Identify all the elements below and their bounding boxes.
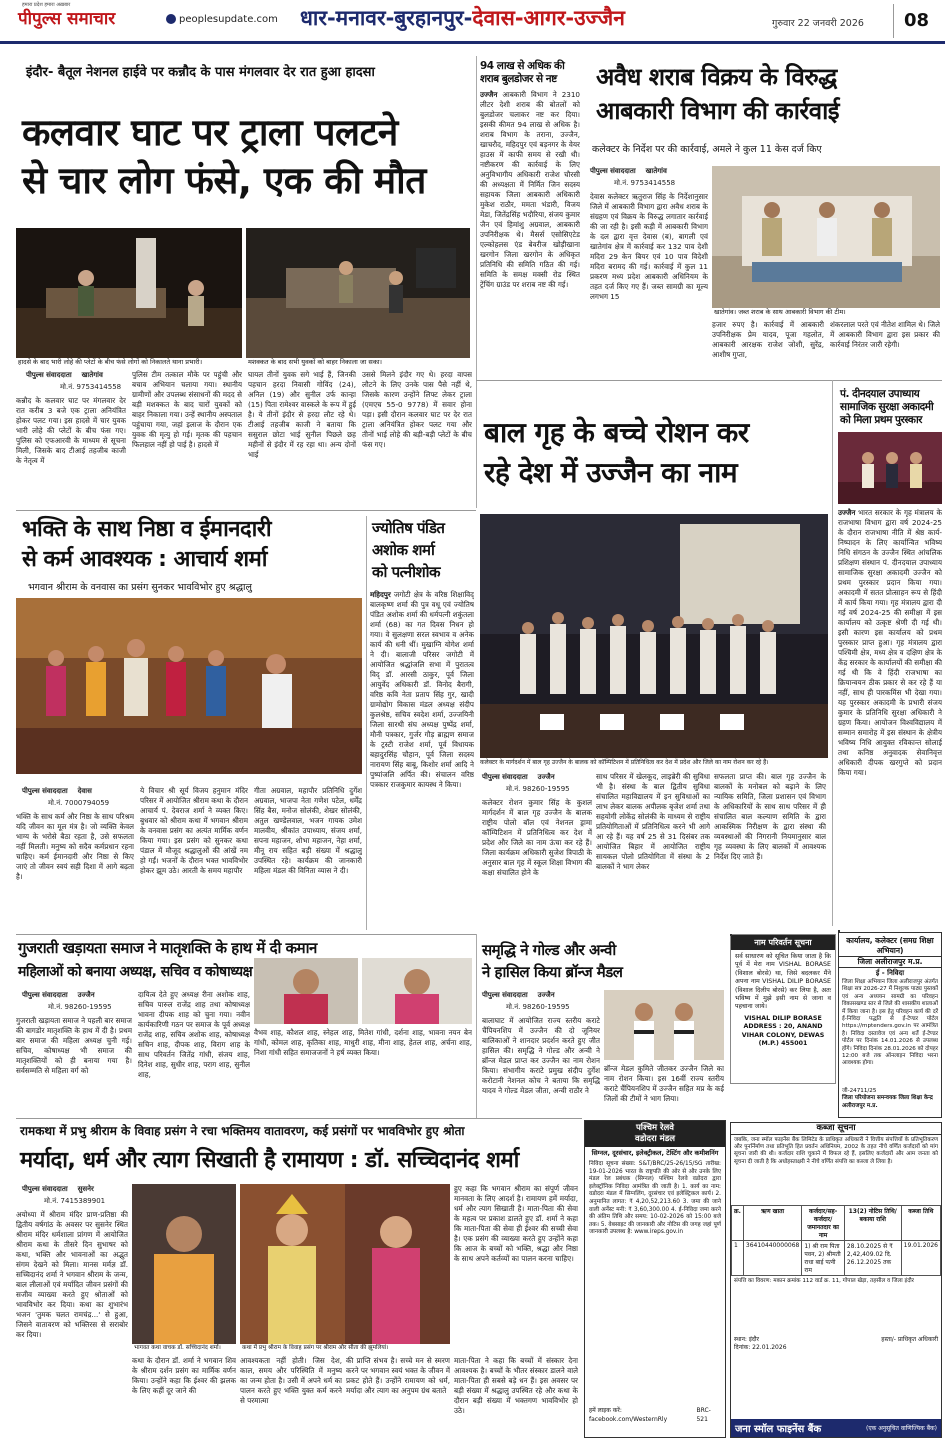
issue-date: गुरुवार 22 जनवरी 2026 <box>772 18 864 29</box>
story4-col-2: साथ परिसर में खेलकूद, लाइब्रेरी की सुविधा भी है। संस्था के बाल द्वितीय सुविधा संचालित महाविद्यालय में इन सुविधाओं का लाभ लेकर बालक अपीलक बृजेश शर्मा तथा सहयोगी लोकेंद्र सोलंकी के माध्यम से राष्ट्रीय प्रतियोगिताओं में प्रतिनिधित्व करने भी आगे आ रहे हैं। यह वर्ष 25 से 31 दिसंबर तक आयोजित बिहार में आयोजित राष्ट्रीय सायकल पोलो प्रतियोगिता में संस्था के 2 बालकों ने भाग लेकर <box>596 772 710 871</box>
story3-mobile: मो.नं. 9753414558 <box>614 179 676 187</box>
story1-kicker: इंदौर- बैतूल नेशनल हाईवे पर कन्नौद के पास मंगलवार देर रात हुआ हादसा <box>26 65 375 80</box>
page-number: 08 <box>893 4 939 38</box>
story7-body: महिदपुर जगोटी क्षेत्र के वरिष्ठ शिक्षाविद् बालकृष्ण शर्मा की पुत्र वधू एवं ज्योतिष पंडित अशोक शर्मा की धर्मपत्नी शकुंतला शर्मा (68) का गत दिवस निधन हो गया। वे सुलक्षणा सरल स्वभाव व अनेक कार्य की धनी थीं। मुखाग्नि योगेश शर्मा ने दी। बालाजी परिसर जगोटी में आयोजित श्रद्धांजलि सभा में पुरातत्व विद् डॉ. आरसी ठाकुर, पूर्व जिला आयुर्वेद अधिकारी डॉ. विनोद बैरागी, वरिष्ठ कवि नेता प्रताप सिंह गुर, खादी ग्रामोद्योग विकास मंडल अध्यक्ष संदीप कुलश्रेष्ठ, सचिव स्वदेश शर्मा, उज्जयिनी जिला सारथी संघ अध्यक्ष पुष्पेंद्र शर्मा, मौनी पत्रकार, गुर्जर गौड़ ब्राह्मण समाज के ट्रस्टी राजेश शर्मा, पूर्व विधायक बहादुरसिंह चौहान, पूर्व जिला सदस्य नारायण सिंह बाबू, किशोर शर्मा आदि ने पुष्पांजलि अर्पित की। संचालन वरिष्ठ पत्रकार राजकुमार कायस्थ ने किया। <box>370 590 474 789</box>
globe-icon <box>166 14 176 24</box>
railway-title-1: पश्चिम रेलवे <box>585 1121 725 1134</box>
name-change-notice <box>730 934 836 1084</box>
story6-mobile: मो.नं. 7000794059 <box>48 799 110 807</box>
story3-byline: पीपुल्स संवाददाता खातेगांव <box>590 167 667 175</box>
story1-caption-1: हादसे के बाद भारी लोहे की प्लेटों के बीच फंसे लोगों को निकालते थाना प्रभारी। <box>16 358 242 367</box>
story10-col-4: की प्राप्ति संभव है। सच्चे मन से स्मरण करने पर भगवान स्वयं भक्त के जीवन में प्रकट होते हैं। उन्होंने रामायण को धर्म, मर्यादा और त्याग का अनुपम ग्रंथ बताते <box>346 1356 450 1395</box>
possession-header: 13(2) नोटिस तिथि/ बकाया राशि <box>844 1206 901 1241</box>
story9-col-1: बालाघाट में आयोजित राज्य स्तरीय कराटे चैंपियनशिप में उज्जैन की दो जूनियर बालिकाओं ने शानदार प्रदर्शन करते हुए जीत हासिल की। समृद्धि ने गोल्ड और अन्वी ने ब्रॉन्ज मेडल प्राप्त कर उज्जैन का नाम रोशन किया। संभागीय कराटे प्रमुख संदीप दुर्गेश करोटानी नेशनल कोच ने बताया कि समृद्धि यादव ने गोल्ड मेडल जीता, अन्वी राठौर ने <box>482 1016 600 1095</box>
story9-headline-1: समृद्धि ने गोल्ड और अन्वी <box>482 941 616 959</box>
story9-col-2: ब्रॉन्ज मेडल कुमिते जीतकर उज्जैन जिले का नाम रोशन किया। इस 16वीं राज्य स्तरीय कराटे चैंपियनशिप में उज्जैन सहित मप्र के कई जिलों की टीमों ने भाग लिया। <box>604 1064 724 1103</box>
railway-subtitle: सिग्नल, दूरसंचार, इलेक्ट्रीकल, टेस्टिंग और कमीशनिंग <box>591 1149 719 1157</box>
story10-col-6: माता-पिता ने कहा कि बच्चों में संस्कार देना आवश्यक है। बच्चों के भीतर संस्कार डालने वाले माता-पिता ही सबसे बड़े धन हैं। इस अवसर पर बड़ी संख्या में श्रद्धालु उपस्थित रहे और कथा के दौरान बड़ी संख्या में भक्तगण भावविभोर हो उठे। <box>454 1356 578 1415</box>
railway-facebook-link[interactable]: हमें लाइक करें: facebook.com/WesternRly <box>589 1407 668 1423</box>
etender-signature: जिला परियोजना समन्वयक जिला शिक्षा केन्द्र अलीराजपुर म.प्र. <box>842 1095 933 1109</box>
story6-col-2: ये विचार श्री सूर्य विजय हनुमान मंदिर परिसर में आयोजित श्रीराम कथा के दौरान आचार्य पं. देवराज शर्मा ने व्यक्त किए। बुधवार को श्रीराम कथा में भगवान श्रीराम के वनवास प्रसंग का अत्यंत मार्मिक वर्णन किया गया। इस प्रसंग को सुनकर कथा पंडाल में मौजूद श्रद्धालुओं की आंखें नम हो गईं। भजनों के दौरान भक्त भावविभोर होकर झूम उठे। आरती के समय महापौर <box>140 786 248 875</box>
story1-caption-2: मशक्कत के बाद सभी युवकों को बाहर निकाला जा सका। <box>246 358 470 367</box>
story1-headline-1: कलवार घाट पर ट्राला पलटने <box>22 111 398 154</box>
etender-title-2: जिला अलीराजपुर म.प्र. <box>839 957 941 968</box>
story4-caption: कलेक्टर के मार्गदर्शन में बाल गृह उज्जैन के बालक को कॉम्पिटिशन में प्रतिनिधित्व कर देश में प्रदेश और जिले का नाम रोशन कर रहे हैं। <box>478 758 832 767</box>
name-change-address: VISHAL DILIP BORASE ADDRESS : 20, ANAND VIHAR COLONY, DEWAS (M.P.) 455001 <box>741 1014 825 1048</box>
etender-body: जिला शिक्षा अभियान जिला अलीराजपुर अंतर्गत शिक्षा सत्र 2026-27 में निशुल्क पाठ्य पुस्तकों एवं अन्य अध्ययन सामग्री का परिवहन विकासखण्ड स्तर से जिले की शासकीय शालाओं में किया जाना है। इस हेतु परिवहन कार्य की दरें ई-निविदा पद्धति से ई-टेण्डर पोर्टल https://mptenders.gov.in पर आमंत्रित है। निविदा दस्तावेज एवं अन्य शर्ते ई-टेण्डर पोर्टल पर दिनांक 14.01.2026 से उपलब्ध होंगे। निविदा दिनांक 28.01.2026 को दोपहर 12:00 बजे तक ऑनलाइन निविदा भरना आवश्यक होगा। <box>842 979 939 1067</box>
story4-mobile: मो.नं. 98260-19595 <box>506 785 570 793</box>
story3-col-2: हजार रुपए है। कार्रवाई में आबकारी उपनिरीक्षक प्रेम यादव, पूजा गहलोत, आबकारी आरक्षक राजेश जोशी, सुरेंद्र, आशीष गुप्ता, <box>712 320 824 359</box>
story10-col-3: आवश्यकता नहीं होती। जिस देश, काल, समय और परिस्थिति में मनुष्य का जन्म होता है। उसी में अपने धर्म का पालन करते हुए भक्ति युक्त कर्म करने से परमात्मा <box>240 1356 342 1405</box>
story1-col-3: घायल तीनों युवक सगे भाई हैं, जिनकी पहचान हरदा निवासी गोविंद (24), अनिल (19) और सुनील उर्फ कान्हा (15) पिता रामेश्वर वास्कले के रूप में हुई है। ये तीनों इंदौर से हरदा लौट रहे थे। टीआई तहजीब काजी ने बताया कि ससुराल छोटा भाई सुनील पिछले छह महीनों से इंदौर में रह रहा था। अन्य दोनों भाई <box>248 370 356 459</box>
story8-mobile: मो.नं. 98260-19595 <box>48 1003 112 1011</box>
story1-col-4: उससे मिलने इंदौर गए थे। हरदा वापस लौटने के लिए उनके पास पैसे नहीं थे, जिसके कारण उन्होंने लिफ्ट लेकर ट्राला (एमएच 55-0 9778) में सवार होना पड़ा। इसी दौरान कलवार घाट पर देर रात ट्राला अनियंत्रित होकर पलट गया और तीनों भाई लोहे की बड़ी-बड़ी प्लेटों के बीच फंस गए। <box>362 370 472 449</box>
possession-notice <box>730 1122 942 1438</box>
ram-katha-photo <box>16 598 362 774</box>
story10-col-2: कथा के दौरान डॉ. शर्मा ने भगवान शिव के श्रीराम दर्शन प्रसंग का मार्मिक वर्णन किया। उन्होंने कहा कि ईश्वर की झलक के लिए कहीं दूर जाने की <box>132 1356 236 1395</box>
railway-body: निविदा सूचना संख्या: S&T/BRC/25-26/15/SG तारीख: 19-01-2026 भारत के राष्ट्रपति की ओर से और उनके लिए मंडल रेल प्रबंधक (सिग्नल) पश्चिम रेलवे वडोदरा द्वारा इलेक्ट्रॉनिक निविदा आमंत्रित की जाती है। 1. कार्य का नाम: वडोदरा मंडल में सिग्नलिंग, दूरसंचार एवं इलेक्ट्रिकल कार्य। 2. अनुमानित लागत: ₹ 4,20,52,213.60 3. जमा की जाने वाली अर्नेस्ट मनी: ₹ 3,60,300.00 4. ई-निविदा जमा करने की अंतिम तिथि और समय: 10-02-2026 को 15:00 बजे तक। 5. वेबसाइट की जानकारी और नोटिस की जगह जहां पूर्ण जानकारी उपलब्ध है: www.ireps.gov.in <box>589 1161 721 1236</box>
story10-headline: मर्यादा, धर्म और त्याग सिखाती है रामायण : डॉ. सच्चिदानंद शर्मा <box>20 1148 519 1173</box>
story6-headline-1: भक्ति के साथ निष्ठा व ईमानदारी <box>22 517 272 542</box>
award-ceremony-photo <box>838 432 942 504</box>
story8-col-2: दायित्व देते हुए अध्यक्ष रीना अशोक शाह, सचिव पारुल राजेंद्र शाह तथा कोषाध्यक्ष भावना दीपक शाह को चुना गया। नवीन कार्यकारिणी गठन पर समाज के पूर्व अध्यक्ष राजेंद्र शाह, सचिव अशोक शाह, कोषाध्यक्ष सचिन शाह, दीपक शाह, विराग शाह के साथ परिवर्तन जितेंद्र गांधी, संजय शाह, दिनेश शाह, सुधीर शाह, पराग शाह, सुनील शाह, <box>138 990 250 1079</box>
table-row: 1 36410440000068 1) श्री राम पिता पवन, 2) श्रीमती राधा बाई पत्नी राम 28.10.2025 से ₹ 2,42,409.02 दि. 26.12.2025 तक 19.01.2026 <box>732 1241 941 1276</box>
story6-subhead: भगवान श्रीराम के वनवास का प्रसंग सुनकर भावविभोर हुए श्रद्धालु <box>28 582 252 593</box>
excise-team-photo <box>712 166 940 308</box>
member-photo-1 <box>254 958 358 1024</box>
bank-subtitle: (एक अनुसूचित वाणिज्यिक बैंक) <box>866 1425 937 1432</box>
railway-title-2: वडोदरा मंडल <box>585 1134 725 1147</box>
story6-headline-2: से कर्म आवश्यक : आचार्य शर्मा <box>22 547 267 572</box>
story6-col-1: भक्ति के साथ कर्म और निष्ठा के साथ परिश्रम यदि जीवन का मूल मंत्र है। जो व्यक्ति केवल भाग्य के भरोसे बैठा रहता है, उसे सफलता नहीं मिलती। मनुष्य को सदैव कर्मप्रधान रहना चाहिए। कर्म ईमानदारी और निष्ठा से किए जाएं तो जीवन स्वयं सही दिशा में आगे बढ़ता है। <box>16 812 134 881</box>
story8-col-1: गुजराती खड़ायता समाज ने पहली बार समाज की बागडोर मातृशक्ति के हाथ में दी है। प्रथम बार समाज की महिला अध्यक्ष चुनी गई। सचिव, कोषाध्यक्ष भी समाज की मातृशक्तियों को ही बनाया गया है। सर्वसम्मति से महिला वर्ग को <box>16 1016 132 1075</box>
story4-col-1: कलेक्टर रोशन कुमार सिंह के कुशल मार्गदर्शन में बाल गृह उज्जैन के बालक राष्ट्रीय पोलो बॉल एवं नेशनल ड्रामा कॉम्पिटिशन में प्रतिनिधित्व कर देश में प्रदेश और जिले का नाम ऊंचा कर रहे हैं। जिला कार्यक्रम अधिकारी सुजेश त्रिपाठी के अनुसार बाल गृह में स्कूल शिक्षा विभाग की कक्षा संचालित होने के <box>482 798 592 877</box>
etender-ref: जी-24711/25 <box>842 1088 877 1094</box>
possession-header: क्र. <box>732 1206 744 1241</box>
story2-headline-1: 94 लाख से अधिक की <box>480 60 565 72</box>
story3-col-3: शंकरलाल परते एवं नीतेश शामिल थे। जिले में आबकारी विभाग द्वारा इस प्रकार की कार्रवाई निरंतर जारी रहेगी। <box>830 320 940 349</box>
story3-caption: खातेगांव। जब्त शराब के साथ आबकारी विभाग की टीम। <box>712 308 940 317</box>
possession-place: स्थान: इंदौर <box>734 1336 760 1343</box>
member-photo-2 <box>362 958 472 1024</box>
story9-byline: पीपुल्स संवाददाता उज्जैन <box>482 991 555 999</box>
story4-headline-1: बाल गृह के बच्चे रोशन कर <box>484 416 749 449</box>
story5-body: उज्जैन भारत सरकार के गृह मंत्रालय के राजभाषा विभाग द्वारा वर्ष 2024-25 के दौरान राजभाषा नीति में श्रेष्ठ कार्य-निष्पादन के लिए कार्यान्वित भविष्य निधि संगठन के उज्जैन स्थित आंचलिक प्रशिक्षण संस्थान पं. दीनदयाल उपाध्याय सामाजिक सुरक्षा अकादमी उज्जैन को प्रथम पुरस्कार प्रदान किया गया। अकादमी में सतत प्रोत्साहन रूप से हिंदी में कार्य किया गया। गृह मंत्रालय द्वारा दी गई वर्ष 2024-25 की समीक्षा में इस कार्यालय को उत्कृष्ट श्रेणी दी गई थी। इसी कारण इस कार्यालय को प्रथम पुरस्कार प्राप्त हुआ। गृह मंत्रालय द्वारा पश्चिमी क्षेत्र, मध्य क्षेत्र व दक्षिण क्षेत्र के केंद्र सरकार के कार्यालयों की समीक्षा की गई थी कि वे हिंदी राजभाषा का क्रियान्वयन ठीक प्रकार से कर रहे हैं या नहीं, साथ ही पारकमिंस भी देखा गया। यह पुरस्कार अकादमी के प्रभारी संजय कुमार के प्रतिनिधि सुरक्षा अधिकारी ने ग्रहण किया। आयोजन विश्वविद्यालय में सम्मान समारोह में इस संस्थान के क्षेत्रीय भविष्य निधि आयुक्त रविकान्त सोलाई तथा कनिष्ठ अनुवादक सेवानिवृत्त अधिकारी दीपक खरगुप्ते को प्रदान किया गया। <box>838 508 942 777</box>
possession-date: दिनांक: 22.01.2026 <box>734 1344 787 1351</box>
story10-caption-1: भागवत कथा वाचक डॉ. सच्चिदानंद शर्मा। <box>132 1344 236 1353</box>
etender-title-1: कार्यालय, कलेक्टर (समग्र शिक्षा अभियान) <box>839 933 941 957</box>
story4-byline: पीपुल्स संवाददाता उज्जैन <box>482 773 555 781</box>
story3-col-1: देवास कलेक्टर ऋतुराज सिंह के निर्देशानुसार जिले में आबकारी विभाग द्वारा अवैध शराब के संग्रहण एवं विक्रय के विरुद्ध लगातार कार्रवाई की जा रही है। इसी कड़ी में आबकारी विभाग के दल द्वारा वृत्त देवास (ब), बागली एवं खातेगांव क्षेत्र में कार्रवाई कर 132 पाव देशी मदिरा 29 केन बियर एवं 10 पाव विदेशी मदिरा बरामद की गई। कार्रवाई में कुल 11 प्रकरण मध्य प्रदेश आबकारी अधिनियम के तहत दर्ज किए गए हैं। जब्त सामग्री का मूल्य लगभग 15 <box>590 192 708 301</box>
bank-name: जना स्मॉल फाइनेंस बैंक <box>735 1424 822 1435</box>
story5-headline-1: पं. दीनदयाल उपाध्याय <box>840 388 920 400</box>
story7-headline-2: अशोक शर्मा <box>372 541 435 559</box>
story5-headline-2: सामाजिक सुरक्षा अकादमी <box>840 401 934 413</box>
karate-girls-photo <box>604 990 724 1060</box>
story7-headline-1: ज्योतिष पंडित <box>372 519 445 537</box>
story8-headline-1: गुजराती खड़ायता समाज ने मातृशक्ति के हाथ में दी कमान <box>18 939 317 957</box>
story4-col-3: सफलता प्राप्त की। बाल गृह उज्जैन के बालकों के मनोबल को बढ़ाने के लिए न्यायिक समिति, जिला प्रशासन एवं विभाग के अधिकारियों के साथ साथ परिसर में ही संचालित बाल कल्याण समिति के द्वारा आकस्मिक निरीक्षण के द्वारा संस्था की व्यवस्थाओं की निगरानी नियमानुसार बाल गृह व्यवस्था के लिए बालकों में आवश्यक निर्देश दिए जाते हैं। <box>714 772 826 861</box>
ram-sita-photo <box>240 1184 450 1344</box>
story10-byline: पीपुल्स संवाददाता सुसनेर <box>22 1185 94 1193</box>
story9-headline-2: ने हासिल किया ब्रॉन्ज मैडल <box>482 963 623 981</box>
story6-byline: पीपुल्स संवाददाता देवास <box>22 787 92 795</box>
story9-mobile: मो.नं. 98260-19595 <box>506 1003 570 1011</box>
alirajpur-etender-notice <box>838 932 942 1118</box>
story10-caption-2: कथा में प्रभु श्रीराम के विवाह प्रसंग पर श्रीराम और सीता की झूमलियां। <box>240 1344 450 1353</box>
story3-subhead: कलेक्टर के निर्देश पर की कार्रवाई, अमले ने कुल 11 केस दर्ज किए <box>592 144 822 155</box>
bank-footer <box>731 1419 941 1437</box>
story8-byline: पीपुल्स संवाददाता उज्जैन <box>22 991 95 999</box>
story6-col-3: गीता अग्रवाल, महापौर प्रतिनिधि दुर्गेश अग्रवाल, भाजपा नेता गणेश पटेल, धर्मेंद्र सिंह बैस, मनोज सोलंकी, शेखर सोलंकी, अतुल खण्डेलवाल, भजन गायक उमेश मालवीय, श्रीकांत उपाध्याय, संजय शर्मा, सपना महाजन, शोभा महाजन, नेहा शर्मा, मीनू राय सहित बड़ी संख्या में श्रद्धालु उपस्थित रहे। कार्यक्रम की जानकारी महिला मंडल की विनिता व्यास ने दी। <box>254 786 362 875</box>
newspaper-logo: पीपुल्स समाचार <box>18 9 116 29</box>
name-change-body: सर्व साधारण को सूचित किया जाता है कि पूर्व में मेरा नाम VISHAL BORASE (विशाल बोरसे) था, जिसे बदलकर मैंने अपना नाम VISHAL DILIP BORASE (विशाल दिलीप बोरसे) कर लिया है, अतः भविष्य में मुझे इसी नाम से जाना व पहचाना जाये। <box>735 953 831 1011</box>
story1-headline-2: से चार लोग फंसे, एक की मौत <box>22 159 426 202</box>
story2-headline-2: शराब बुलडोजर से नष्ट <box>480 73 557 85</box>
possession-header: कर्जदार/सह-कर्जदार/ जमानतदार का नाम <box>802 1206 845 1241</box>
accident-photo-2 <box>246 228 470 358</box>
story5-headline-3: को मिला प्रथम पुरस्कार <box>840 414 922 426</box>
story8-headline-2: महिलाओं को बनाया अध्यक्ष, सचिव व कोषाध्यक्ष <box>18 964 253 980</box>
story10-col-1: अयोध्या में श्रीराम मंदिर प्राण-प्रतिष्ठा की द्वितीय वर्षगांठ के अवसर पर सुसनेर स्थित श्रीराम मंदिर धर्मशाला प्रांगण में आयोजित श्रीराम कथा के तीसरे दिन सुभाषर को कथा, भक्ति और भावनाओं का अद्भुत संगम देखने को मिला। मानस मर्मज्ञ डॉ. सच्चिदानंद शर्मा ने भगवान श्रीराम के जन्म, बाल लीलाओं एवं मर्यादित जीवन प्रसंगों की सजीव व्याख्या करते हुए श्रोताओं को भावविभोर कर दिया। कथा का शुभारंभ भजन 'तुमक चलत रामचंद्र...' से हुआ, जिसने वातावरण को भक्तिरस से सराबोर कर दिया। <box>16 1210 128 1339</box>
possession-table <box>731 1205 941 1276</box>
story1-col-1: कन्नौद के कलवार घाट पर मंगलवार देर रात करीब 3 बजे एक ट्राला अनियंत्रित होकर पलट गया। इस हादसे में चार युवक भारी लोहे की प्लेटों के बीच फंस गए। पुलिस को एफआरवी के माध्यम से सूचना मिली, जिसके बाद टीआई तहजीब काजी के नेतृत्व में <box>16 396 126 465</box>
bal-grih-children-photo <box>480 514 828 758</box>
story10-col-5: हुए कहा कि भगवान श्रीराम का संपूर्ण जीवन मानवता के लिए आदर्श है। रामायण हमें मर्यादा, धर्म और त्याग सिखाती है। माता-पिता की सेवा के महत्व पर प्रकाश डालते हुए डॉ. शर्मा ने कहा कि माता-पिता की सेवा ही ईश्वर की सच्ची सेवा है। एक प्रसंग की व्याख्या करते हुए उन्होंने कहा कि आज के बच्चों को भक्ति, श्रद्धा और निष्ठा के साथ अपने कर्तव्यों का पालन करना चाहिए। <box>454 1184 578 1263</box>
possession-intro: जबकि, जना स्मॉल फाइनेंस बैंक लिमिटेड के प्राधिकृत अधिकारी ने वित्तीय संपत्तियों के प्रतिभूतिकरण और पुनर्निर्माण तथा प्रतिभूति हित प्रवर्तन अधिनियम, 2002 के तहत नीचे वर्णित कर्जदारों को मांग सूचना जारी की थी। कर्जदार राशि चुकाने में विफल रहे हैं, इसलिए कर्जदारों और आम जनता को सूचना दी जाती है कि अधोहस्ताक्षरी ने नीचे वर्णित संपत्ति का कब्जा ले लिया है। <box>734 1137 938 1165</box>
section-title: धार-मनावर-बुरहानपुर-देवास-आगर-उज्जैन <box>300 6 625 30</box>
possession-property: संपत्ति का विवरण: मकान क्रमांक 112 वार्ड क्र. 11, गोपाल खेड़ा, तहसील व जिला इंदौर <box>734 1278 914 1284</box>
etender-subtitle: ई - निविदा <box>875 969 905 977</box>
story4-headline-2: रहे देश में उज्जैन का नाम <box>484 456 738 489</box>
railway-code: BRC-521 <box>696 1407 711 1423</box>
possession-header: कब्जा तिथि <box>901 1206 940 1241</box>
possession-sign: हस्ता/- प्राधिकृत अधिकारी <box>881 1336 938 1343</box>
website-link[interactable]: peoplesupdate.com <box>166 14 278 25</box>
masthead <box>0 0 945 44</box>
story2-body: उज्जैन आबकारी विभाग ने 2310 लीटर देशी शराब की बोतलों को बुलडोजर चलाकर नष्ट कर दिया। इसकी कीमत 94 लाख से अधिक है। शराब विभाग के तराना, उज्जैन, खाचरौद, महिदपुर एवं बड़नगर के वेयर हाउस में काफी समय से रखी थी। नष्टीकरण की कार्रवाई के लिए अनुविभागीय अधिकारी राजेश चौरसी की अध्यक्षता में निर्मित जिन सदस्य सहायक जिला आबकारी अधिकारी मुकेश राठौर, ममता भंडारी, विजय मेडा, जितेंद्रसिंह भदौरिया, संजय कुमार जैन एवं हिमांशु अग्रवाल, आबकारी उपनिरीक्षक थे। मैसर्स एसोसिएटेड एल्कोहलस एंड बेवरीज खोड़ीखाना खरगोन जिला खरगोन के अधिकृत प्रतिनिधि की समिति गठित की गई। समिति के समक्ष मक्सी रोड स्थित ट्रेंचिंग ग्राउंड पर शराब नष्ट की गई। <box>480 90 580 289</box>
story8-col-3: वैभव शाह, कौशल शाह, स्नेहल शाह, मितेश गांधी, दर्शना शाह, भावना नयन बेन गांधी, कोमल शाह, कृतिका शाह, माधुरी शाह, मीना शाह, हेतल शाह, अर्चना शाह, निशा गांधी सहित समाजजनों ने हर्ष व्यक्त किया। <box>254 1028 472 1057</box>
railway-tender-notice <box>584 1120 726 1438</box>
story10-kicker: रामकथा में प्रभु श्रीराम के विवाह प्रसंग ने रचा भक्तिमय वातावरण, कई प्रसंगों पर भावविभोर हुए श्रोता <box>20 1124 465 1138</box>
story10-mobile: मो.नं. 7415389901 <box>44 1197 106 1205</box>
story3-headline-2: आबकारी विभाग की कार्रवाई <box>596 97 840 125</box>
possession-title: कब्जा सूचना <box>731 1123 941 1135</box>
story7-headline-3: को पत्नीशोक <box>372 563 441 581</box>
story3-headline-1: अवैध शराब विक्रय के विरुद्ध <box>596 63 837 91</box>
story1-mobile: मो.नं. 9753414558 <box>60 383 122 391</box>
name-change-title: नाम परिवर्तन सूचना <box>731 935 835 950</box>
story1-byline: पीपुल्स संवाददाता खातेगांव <box>26 371 103 379</box>
speaker-photo <box>132 1184 236 1344</box>
logo-tagline: हमारा प्रदेश हमारा अख़बार <box>22 2 71 8</box>
accident-photo-1 <box>16 228 242 358</box>
possession-header: ऋण खाता <box>743 1206 801 1241</box>
story1-col-2: पुलिस टीम तत्काल मौके पर पहुंची और बचाव अभियान चलाया गया। स्थानीय ग्रामीणों और उपलब्ध संसाधनों की मदद से बड़ी मशक्कत के बाद चारों युवकों को बाहर निकाला गया। उन्हें स्थानीय अस्पताल पहुंचाया गया, जहां इलाज के दौरान एक युवक की मृत्यु हो गई। मृतक की पहचान फिलहाल नहीं हो पाई है। हादसे में <box>132 370 242 449</box>
